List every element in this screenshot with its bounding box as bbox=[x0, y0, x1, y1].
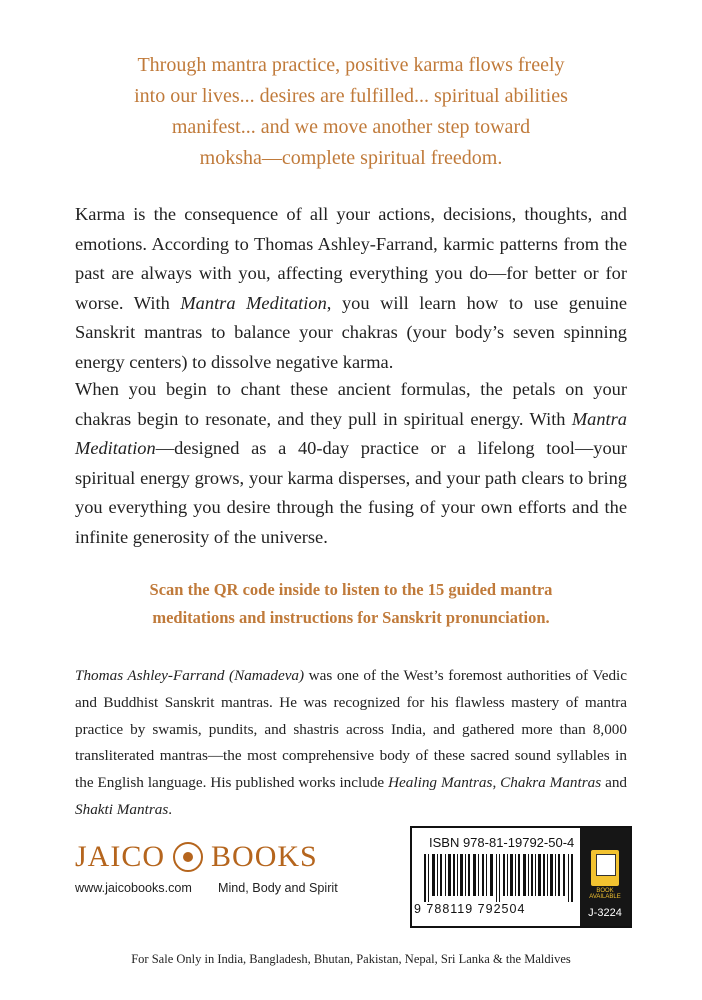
text: , you will learn how to use genuine Sanskrit mantras to balance your chakras (your body’s seven spinning energy centers) to dissolve negative karma. bbox=[75, 292, 627, 372]
callout-line: Scan the QR code inside to listen to the 15 guided mantra bbox=[149, 580, 553, 599]
author-name: Thomas Ashley-Farrand (Namadeva) bbox=[75, 667, 305, 684]
book-title: Chakra Mantras bbox=[500, 774, 602, 792]
author-bio bbox=[75, 663, 627, 824]
sale-territory-note: For Sale Only in India, Bangladesh, Bhutan, Pakistan, Nepal, Sri Lanka & the Maldives bbox=[131, 952, 571, 966]
text: . bbox=[168, 800, 173, 818]
barcode-icon bbox=[424, 854, 574, 902]
ebook-label: BOOK AVAILABLE bbox=[589, 888, 621, 900]
quote-line: into our lives... desires are fulfilled... spiritual abilities bbox=[134, 85, 568, 107]
text: When you begin to chant these ancient formulas, the petals on your chakras begin to resonate, and they pull in spiritual energy. With bbox=[75, 379, 627, 429]
isbn-label: ISBN 978-81-19792-50-4 bbox=[429, 835, 575, 850]
book-title: Shakti Mantras bbox=[75, 800, 169, 818]
quote-line: manifest... and we move another step toward bbox=[171, 116, 531, 138]
publisher-logo bbox=[75, 840, 325, 874]
text: and bbox=[601, 774, 628, 792]
isbn-digits: 9 788119 792504 bbox=[414, 902, 526, 916]
text: was one of the West’s foremost authorities of Vedic and Buddhist Sanskrit mantras. He was recognized for his flawless mastery of mantra practice by swamis, pundits, and shastris across India, and gathered more than 8,000 transliterated mantras—the most comprehensive body of these sacred sound syllables in the English language. His published works include bbox=[75, 667, 627, 792]
ebook-icon bbox=[591, 850, 619, 886]
catalog-code: J-3224 bbox=[588, 907, 622, 919]
sun-emblem-icon bbox=[173, 842, 203, 872]
description-paragraph-1 bbox=[75, 200, 627, 377]
logo-text: JAICO bbox=[75, 840, 166, 873]
pull-quote bbox=[80, 50, 622, 174]
book-title: Mantra Meditation bbox=[180, 292, 327, 313]
publisher-website: www.jaicobooks.com bbox=[75, 881, 192, 895]
qr-callout bbox=[80, 576, 622, 632]
book-title: Mantra Meditation bbox=[75, 408, 627, 458]
book-title: Healing Mantras bbox=[388, 774, 493, 792]
isbn-block bbox=[410, 826, 632, 928]
logo-text: BOOKS bbox=[211, 840, 318, 873]
text: Karma is the consequence of all your actions, decisions, thoughts, and emotions. According to Thomas Ashley-Farrand, karmic patterns from the past are always with you, affecting everything you do—for better or for worse. With bbox=[75, 204, 627, 313]
text: —designed as a 40-day practice or a lifelong tool—your spiritual energy grows, your karma disperses, and your path clears to bring you everything you desire through the fusing of your own efforts and the infinite generosity of the universe. bbox=[75, 438, 627, 547]
description-paragraph-2 bbox=[75, 375, 627, 552]
quote-line: moksha—complete spiritual freedom. bbox=[199, 147, 503, 169]
callout-line: meditations and instructions for Sanskrit pronunciation. bbox=[152, 608, 550, 627]
category-tagline: Mind, Body and Spirit bbox=[218, 881, 338, 895]
text: , bbox=[492, 774, 501, 792]
quote-line: Through mantra practice, positive karma flows freely bbox=[137, 54, 565, 76]
barcode-panel bbox=[412, 828, 580, 926]
